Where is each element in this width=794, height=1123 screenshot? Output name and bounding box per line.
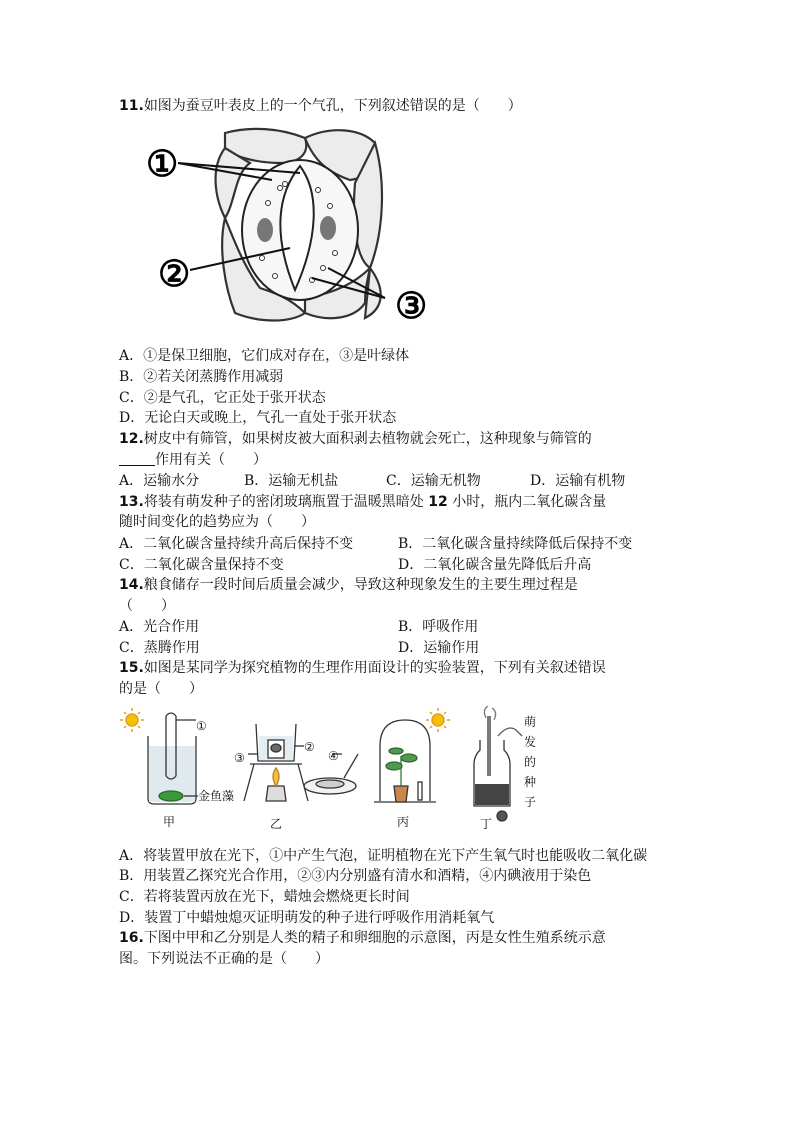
chloroplast [316,188,321,193]
q15-option-c: C．若将装置丙放在光下，蜡烛会燃烧更长时间 [119,889,410,905]
stoma-figure [140,118,450,333]
answer-blank [119,451,155,466]
chloroplast [260,256,265,261]
q15-stem: 15.如图是某同学为探究植物的生理作用面设计的实验装置，下列有关叙述错误 [119,660,606,676]
q12-option-d: D．运输有机物 [530,473,626,489]
q13-option-b: B．二氧化碳含量持续降低后保持不变 [398,536,633,552]
nucleus [257,218,273,242]
q11-option-d: D．无论白天或晚上，气孔一直处于张开状态 [119,410,397,426]
q11-stem: 11.如图为蚕豆叶表皮上的一个气孔，下列叙述错误的是（ ） [119,98,522,114]
fig-label-4: ④ [328,749,339,763]
fig-caption-jia: 甲 [163,815,176,829]
q14-option-d: D．运输作用 [398,640,480,656]
q15-option-a: A．将装置甲放在光下，①中产生气泡，证明植物在光下产生氧气时也能吸收二氧化碳 [119,848,648,864]
fig-caption-bing: 丙 [397,815,410,829]
chloroplast [321,266,326,271]
q12-stem: 12.树皮中有筛管，如果树皮被大面积剥去植物就会死亡，这种现象与筛管的 [119,431,592,447]
q16-stem: 16.下图中甲和乙分别是人类的精子和卵细胞的示意图，丙是女性生殖系统示意 [119,930,606,946]
q11-option-b: B．②若关闭蒸腾作用减弱 [119,369,284,385]
fig-seed-char: 种 [524,775,537,789]
fig-seed-char: 萌 [524,715,537,729]
q14-option-b: B．呼吸作用 [398,619,479,635]
label-3: ③ [395,285,428,327]
label-2: ② [158,253,191,295]
apparatus-yi [244,724,358,801]
sun-icon [426,708,450,732]
fig-label-2: ② [304,740,315,754]
q13-stem: 13.将装有萌发种子的密闭玻璃瓶置于温暖黑暗处 12 小时，瓶内二氧化碳含量 [119,494,607,510]
fig-seed-char: 子 [524,795,537,809]
experiment-apparatus-figure [118,706,558,836]
q14-stem: 14.粮食储存一段时间后质量会减少，导致这种现象发生的主要生理过程是 [119,577,578,593]
q13-option-d: D．二氧化碳含量先降低后升高 [398,557,592,573]
apparatus-bing [374,720,436,802]
chloroplast [278,186,283,191]
chloroplast [333,251,338,256]
q12-stem-2: 作用有关（ ） [119,450,267,470]
fig-seed-char: 的 [524,755,537,769]
fig-caption-ding: 丁 [480,817,493,831]
q11-option-c: C．②是气孔，它正处于张开状态 [119,390,326,406]
chloroplast [283,182,288,187]
q13-stem-2: 随时间变化的趋势应为（ ） [119,514,315,530]
q12-option-c: C．运输无机物 [386,473,481,489]
q13-option-a: A．二氧化碳含量持续升高后保持不变 [119,536,354,552]
fig-caption-yi: 乙 [270,817,283,831]
sun-icon [120,708,144,732]
fig-label-3: ③ [234,751,245,765]
nucleus [320,216,336,240]
q15-option-b: B．用装置乙探究光合作用，②③内分别盛有清水和酒精，④内碘液用于染色 [119,868,592,884]
q15-option-d: D．装置丁中蜡烛熄灭证明萌发的种子进行呼吸作用消耗氧气 [119,910,495,926]
fig-label-1: ① [196,719,207,733]
q11-option-a: A．①是保卫细胞，它们成对存在，③是叶绿体 [119,348,410,364]
fig-seed-char: 发 [524,735,537,749]
label-1: ① [146,143,179,185]
apparatus-jia [148,713,198,804]
q12-option-a: A．运输水分 [119,473,200,489]
q16-stem-2: 图。下列说法不正确的是（ ） [119,951,329,967]
q14-option-c: C．蒸腾作用 [119,640,200,656]
q13-option-c: C．二氧化碳含量保持不变 [119,557,284,573]
q14-stem-2: （ ） [119,598,175,614]
chloroplast [266,201,271,206]
chloroplast [328,204,333,209]
chloroplast [273,274,278,279]
apparatus-ding [474,706,522,821]
q15-stem-2: 的是（ ） [119,681,203,697]
q14-option-a: A．光合作用 [119,619,200,635]
fig-label-algae: 金鱼藻 [198,789,235,803]
q12-option-b: B．运输无机盐 [244,473,339,489]
